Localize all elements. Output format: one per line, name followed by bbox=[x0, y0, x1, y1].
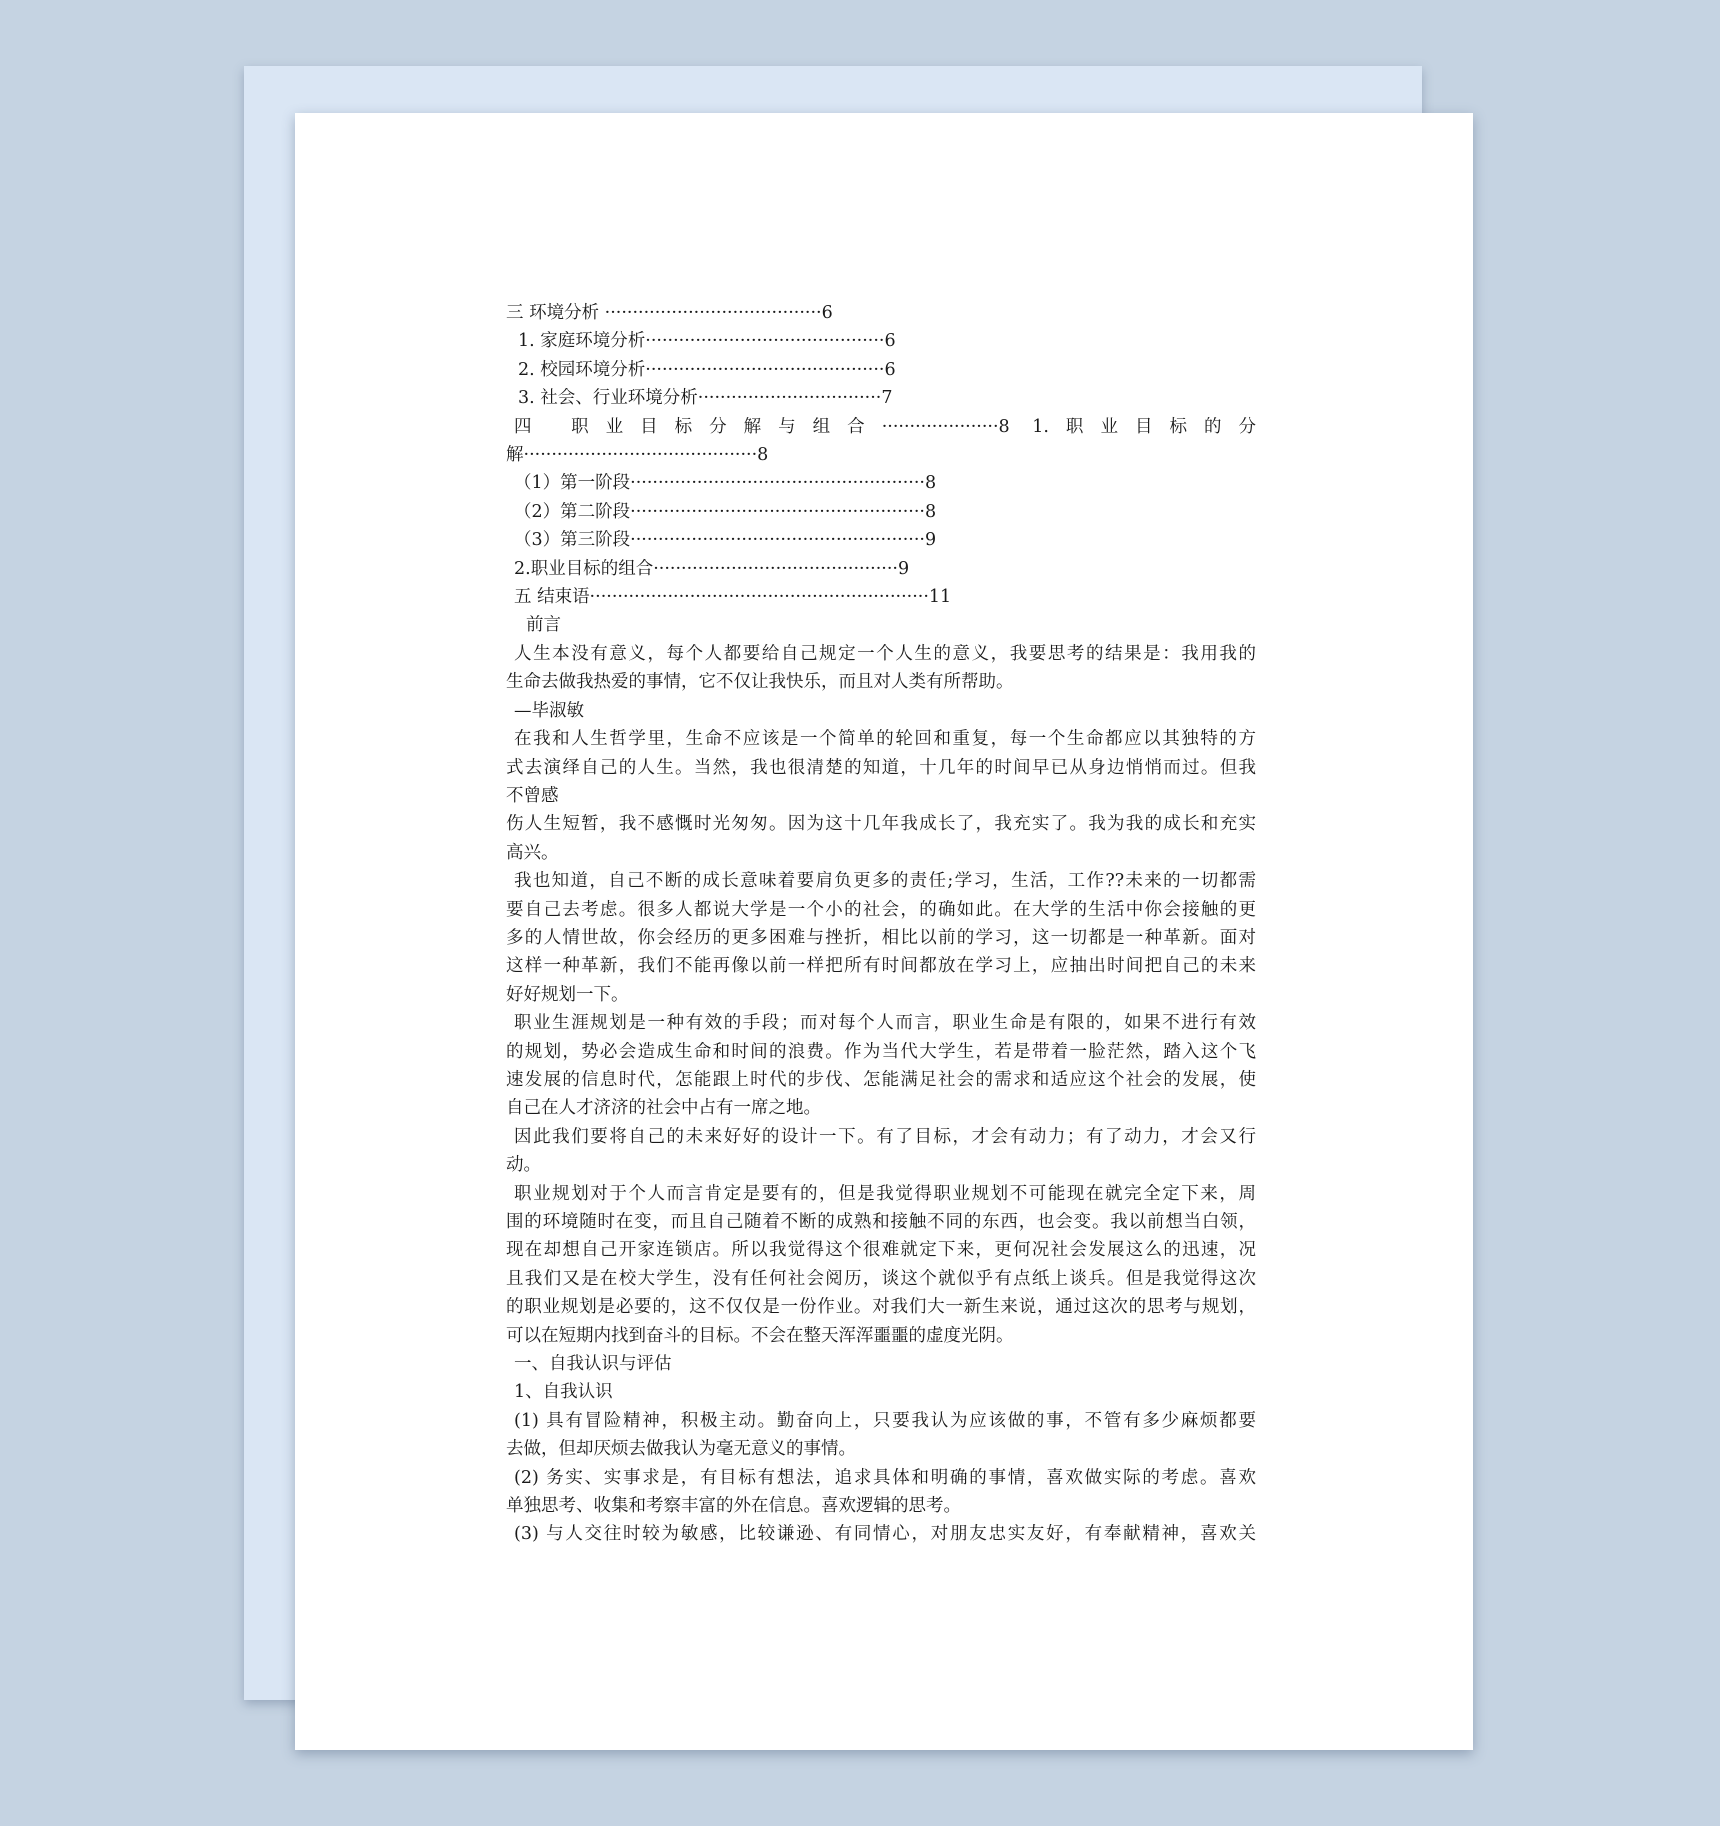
text-line: 因此我们要将自己的未来好好的设计一下。有了目标，才会有动力；有了动力，才会又行 bbox=[514, 1126, 1256, 1147]
text-line: 在我和人生哲学里，生命不应该是一个简单的轮回和重复，每一个生命都应以其独特的方 bbox=[514, 729, 1256, 750]
document-page bbox=[295, 113, 1473, 1750]
text-line: 速发展的信息时代，怎能跟上时代的步伐、怎能满足社会的需求和适应这个社会的发展，使 bbox=[506, 1069, 1256, 1090]
text-line: 我也知道，自己不断的成长意味着要肩负更多的责任;学习，生活，工作??未来的一切都需 bbox=[514, 871, 1256, 892]
text-line: 2.职业目标的组合············································9 bbox=[514, 558, 910, 579]
text-line: 生命去做我热爱的事情，它不仅让我快乐，而且对人类有所帮助。 bbox=[506, 672, 1014, 693]
text-line: 动。 bbox=[506, 1155, 541, 1176]
text-line: 现在却想自己开家连锁店。所以我觉得这个很难就定下来，更何况社会发展这么的迅速，况 bbox=[506, 1240, 1256, 1261]
text-line: 的职业规划是必要的，这不仅仅是一份作业。对我们大一新生来说，通过这次的思考与规划， bbox=[506, 1297, 1256, 1318]
text-line: 四 职业目标分解与组合·····················8 1.职业目标的分 bbox=[514, 416, 1256, 437]
text-line: 1、自我认识 bbox=[514, 1382, 613, 1403]
text-line: 3. 社会、行业环境分析·································7 bbox=[518, 388, 893, 409]
text-line: 去做，但却厌烦去做我认为毫无意义的事情。 bbox=[506, 1439, 856, 1460]
text-line: （3）第三阶段·····················································9 bbox=[514, 530, 937, 551]
document-text bbox=[506, 299, 1256, 1549]
text-line: 解··········································8 bbox=[506, 445, 769, 466]
text-line: 围的环境随时在变，而且自己随着不断的成熟和接触不同的东西，也会变。我以前想当白领， bbox=[506, 1212, 1256, 1232]
text-line: 五 结束语·····························································11 bbox=[514, 587, 952, 608]
text-line: 伤人生短暂，我不感慨时光匆匆。因为这十几年我成长了，我充实了。我为我的成长和充实 bbox=[506, 814, 1256, 835]
text-line: 高兴。 bbox=[506, 842, 559, 863]
text-line: 不曾感 bbox=[506, 785, 559, 806]
text-line: 一、自我认识与评估 bbox=[514, 1354, 672, 1375]
text-line: 职业规划对于个人而言肯定是要有的，但是我觉得职业规划不可能现在就完全定下来，周 bbox=[514, 1183, 1256, 1204]
text-line: 单独思考、收集和考察丰富的外在信息。喜欢逻辑的思考。 bbox=[506, 1496, 961, 1517]
text-line: 且我们又是在校大学生，没有任何社会阅历，谈这个就似乎有点纸上谈兵。但是我觉得这次 bbox=[506, 1268, 1256, 1289]
text-line: 人生本没有意义，每个人都要给自己规定一个人生的意义，我要思考的结果是：我用我的 bbox=[514, 643, 1256, 664]
text-line: 三 环境分析 ·······································6 bbox=[506, 303, 833, 323]
text-line: 可以在短期内找到奋斗的目标。不会在整天浑浑噩噩的虚度光阴。 bbox=[506, 1325, 1014, 1346]
text-line: （2）第二阶段·····················································8 bbox=[514, 501, 937, 522]
text-line: 前言 bbox=[526, 615, 561, 636]
text-line: 2. 校园环境分析···········································6 bbox=[518, 359, 896, 380]
text-line: 式去演绎自己的人生。当然，我也很清楚的知道，十几年的时间早已从身边悄悄而过。但我 bbox=[506, 757, 1256, 778]
text-line: 职业生涯规划是一种有效的手段；而对每个人而言，职业生命是有限的，如果不进行有效 bbox=[514, 1013, 1256, 1034]
text-line: 要自己去考虑。很多人都说大学是一个小的社会，的确如此。在大学的生活中你会接触的更 bbox=[506, 899, 1256, 920]
text-line: 自己在人才济济的社会中占有一席之地。 bbox=[506, 1098, 821, 1119]
text-line: (3) 与人交往时较为敏感，比较谦逊、有同情心，对朋友忠实友好，有奉献精神，喜欢关 bbox=[514, 1524, 1256, 1545]
text-line: 1. 家庭环境分析···········································6 bbox=[518, 331, 896, 352]
text-line: 好好规划一下。 bbox=[506, 984, 629, 1005]
text-line: (2) 务实、实事求是，有目标有想法，追求具体和明确的事情，喜欢做实际的考虑。喜欢 bbox=[514, 1467, 1256, 1488]
text-line: (1) 具有冒险精神，积极主动。勤奋向上，只要我认为应该做的事，不管有多少麻烦都要 bbox=[514, 1410, 1256, 1431]
text-line: —毕淑敏 bbox=[514, 700, 584, 721]
text-line: 的规划，势必会造成生命和时间的浪费。作为当代大学生，若是带着一脸茫然，踏入这个飞 bbox=[506, 1041, 1256, 1062]
text-line: 多的人情世故，你会经历的更多困难与挫折，相比以前的学习，这一切都是一种革新。面对 bbox=[506, 927, 1256, 948]
text-line: （1）第一阶段·····················································8 bbox=[514, 473, 937, 494]
text-line: 这样一种革新，我们不能再像以前一样把所有时间都放在学习上，应抽出时间把自己的未来 bbox=[506, 956, 1256, 977]
